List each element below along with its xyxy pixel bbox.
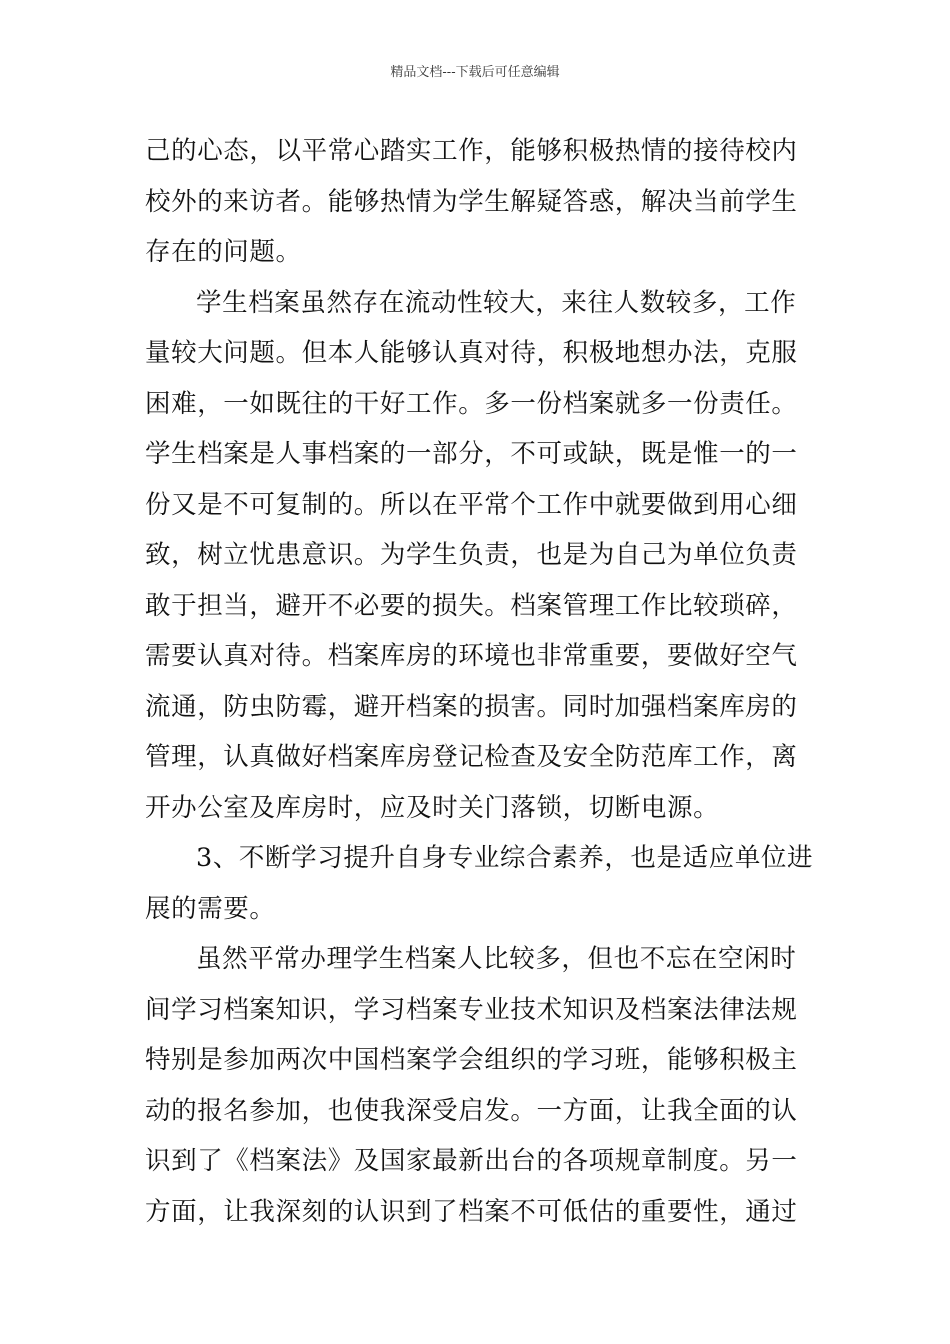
text-line: 致，树立忧患意识。为学生负责，也是为自己为单位负责 [145, 540, 798, 570]
text-line: 敢于担当，避开不必要的损失。档案管理工作比较琐碎， [145, 590, 798, 621]
text-line: 间学习档案知识，学习档案专业技术知识及档案法律法规 [145, 994, 798, 1025]
text-line: 困难，一如既往的干好工作。多一份档案就多一份责任。 [145, 388, 798, 419]
text-line: 流通，防虫防霉，避开档案的损害。同时加强档案库房的 [145, 691, 798, 722]
text-line: 存在的问题。 [145, 237, 302, 267]
text-line: 份又是不可复制的。所以在平常个工作中就要做到用心细 [145, 489, 798, 520]
text-line: 识到了《档案法》及国家最新出台的各项规章制度。另一 [145, 1146, 798, 1176]
header-note: 精品文档---下载后可任意编辑 [390, 65, 560, 80]
paragraph-start-line: 虽然平常办理学生档案人比较多，但也不忘在空闲时 [196, 944, 797, 974]
text-line: 校外的来访者。能够热情为学生解疑答惑，解决当前学生 [145, 186, 798, 217]
text-line: 学生档案是人事档案的一部分，不可或缺，既是惟一的一 [145, 439, 798, 469]
paragraph-start-line: 学生档案虽然存在流动性较大，来往人数较多，工作 [196, 287, 797, 318]
text-line: 量较大问题。但本人能够认真对待，积极地想办法，克服 [145, 338, 798, 368]
text-line: 动的报名参加，也使我深受启发。一方面，让我全面的认 [145, 1095, 798, 1126]
text-line: 方面，让我深刻的认识到了档案不可低估的重要性，通过 [145, 1196, 798, 1227]
document-body [145, 126, 814, 1237]
text-line: 开办公室及库房时，应及时关门落锁，切断电源。 [145, 792, 720, 823]
text-line: 需要认真对待。档案库房的环境也非常重要，要做好空气 [145, 641, 798, 671]
text-line: 管理，认真做好档案库房登记检查及安全防范库工作，离 [145, 742, 798, 772]
text-line: 展的需要。 [145, 893, 276, 924]
text-line: 己的心态，以平常心踏实工作，能够积极热情的接待校内 [145, 136, 798, 166]
text-line: 特别是参加两次中国档案学会组织的学习班，能够积极主 [145, 1045, 798, 1075]
section-heading-line: 3、不断学习提升自身专业综合素养，也是适应单位进 [196, 843, 814, 873]
